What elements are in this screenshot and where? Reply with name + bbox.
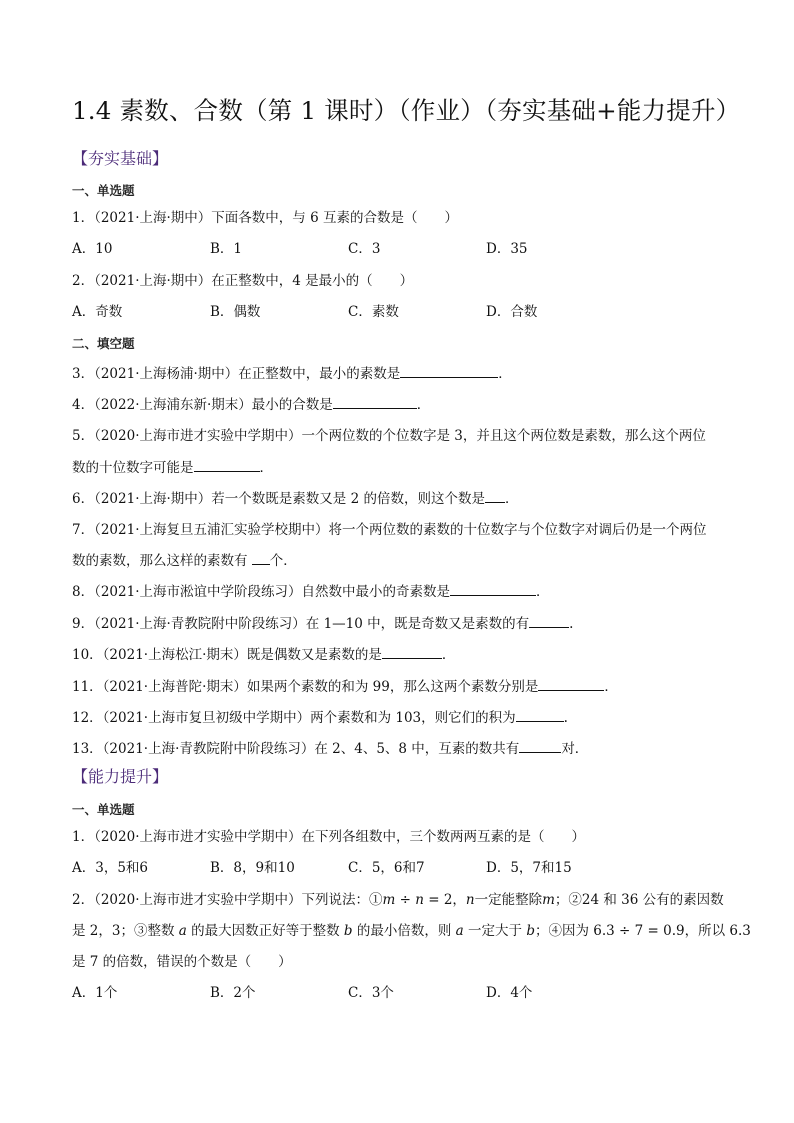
q2-text: 2．（2020·上海市进才实验中学期中）下列说法：① bbox=[72, 892, 383, 908]
math-var: b bbox=[526, 923, 535, 939]
advanced-question-2-line1 bbox=[72, 888, 724, 908]
fill-text-end: ． bbox=[416, 397, 431, 413]
fill-text-end: ． bbox=[498, 366, 512, 382]
basic-q2-option-c: C．素数 bbox=[348, 304, 399, 320]
fill-text-end: ． bbox=[259, 460, 273, 476]
fill-text: 数的素数，那么这样的素数有 bbox=[72, 553, 252, 569]
q2-text: 的最大因数正好等于整数 bbox=[186, 923, 344, 939]
fill-text-end: . bbox=[563, 710, 568, 726]
q2-text: ；②24 和 36 公有的素因数 bbox=[554, 892, 724, 908]
math-var: a bbox=[455, 923, 464, 939]
basic-question-2: 2．（2021·上海·期中）在正整数中，4 是最小的（ ） bbox=[72, 273, 414, 289]
fill-question-5 bbox=[72, 424, 706, 444]
fill-text-end: ． bbox=[536, 584, 550, 600]
fill-text: 13．（2021·上海·青教院附中阶段练习）在 2、4、5、8 中，互素的数共有 bbox=[72, 741, 520, 757]
advanced-q2-option-d: D．4个 bbox=[486, 985, 533, 1001]
fill-question-3 bbox=[72, 362, 512, 382]
fill-text-end: 对． bbox=[561, 741, 589, 757]
answer-blank[interactable] bbox=[194, 457, 260, 472]
answer-blank[interactable] bbox=[538, 676, 604, 691]
advanced-q1-option-c: C．5，6和7 bbox=[348, 860, 425, 876]
basic-q1-option-a: A．10 bbox=[72, 241, 113, 257]
fill-question-10 bbox=[72, 643, 455, 663]
math-var: n bbox=[415, 892, 424, 908]
fill-text: 9．（2021·上海·青教院附中阶段练习）在 1—10 中，既是奇数又是素数的有 bbox=[72, 616, 530, 632]
page-title: 1.4 素数、合数（第 1 课时）（作业）（夯实基础+能力提升） bbox=[72, 96, 741, 125]
fill-question-5-cont bbox=[72, 456, 273, 476]
section-advanced: 【能力提升】 bbox=[72, 767, 169, 786]
q2-text: ， bbox=[452, 892, 466, 908]
advanced-q1-option-d: D．5，7和15 bbox=[486, 860, 572, 876]
fill-text-end: ． bbox=[441, 647, 456, 663]
math-op: ÷ bbox=[395, 892, 416, 908]
math-op: = 2 bbox=[423, 892, 453, 908]
basic-q1-option-c: C．3 bbox=[348, 241, 381, 257]
math-var: a bbox=[178, 923, 187, 939]
q2-text: 的最小倍数，则 bbox=[352, 923, 456, 939]
answer-blank[interactable] bbox=[252, 550, 270, 565]
basic-heading-fill-blank: 二、填空题 bbox=[72, 336, 135, 351]
fill-question-8 bbox=[72, 580, 550, 600]
basic-question-1: 1．（2021·上海·期中）下面各数中，与 6 互素的合数是（ ） bbox=[72, 210, 458, 226]
basic-q2-option-b: B．偶数 bbox=[210, 304, 261, 320]
fill-question-7-cont bbox=[72, 549, 297, 569]
fill-question-11 bbox=[72, 675, 618, 695]
math-var: m bbox=[382, 892, 396, 908]
advanced-q2-option-c: C．3个 bbox=[348, 985, 394, 1001]
fill-text: 数的十位数字可能是 bbox=[72, 460, 194, 476]
basic-q2-option-d: D．合数 bbox=[486, 304, 538, 320]
section-basic: 【夯实基础】 bbox=[72, 149, 169, 168]
q2-text: 是 2，3；③整数 bbox=[72, 923, 179, 939]
basic-heading-single-choice: 一、单选题 bbox=[72, 183, 135, 198]
fill-text: 5．（2020·上海市进才实验中学期中）一个两位数的个位数字是 3，并且这个两位数是素数，那么这个两位 bbox=[72, 428, 706, 444]
fill-question-12 bbox=[72, 706, 568, 726]
basic-q2-option-a: A．奇数 bbox=[72, 304, 123, 320]
fill-text: 6．（2021·上海·期中）若一个数既是素数又是 2 的倍数，则这个数是 bbox=[72, 491, 485, 507]
answer-blank[interactable] bbox=[450, 581, 536, 596]
fill-question-7 bbox=[72, 518, 707, 538]
basic-q1-option-d: D．35 bbox=[486, 241, 528, 257]
basic-q1-option-b: B．1 bbox=[210, 241, 243, 257]
fill-text-end: ． bbox=[504, 491, 519, 507]
advanced-q1-option-b: B．8，9和10 bbox=[210, 860, 295, 876]
advanced-q2-option-a: A．1个 bbox=[72, 985, 118, 1001]
fill-text-end: 个． bbox=[269, 553, 297, 569]
answer-blank[interactable] bbox=[400, 363, 498, 378]
answer-blank[interactable] bbox=[382, 644, 442, 659]
fill-text-end: ． bbox=[604, 679, 618, 695]
math-var: m bbox=[542, 892, 555, 908]
advanced-q1-option-a: A．3，5和6 bbox=[72, 860, 149, 876]
answer-blank[interactable] bbox=[485, 488, 505, 503]
math-var: b bbox=[343, 923, 353, 939]
fill-question-9 bbox=[72, 612, 573, 632]
advanced-heading-single-choice: 一、单选题 bbox=[72, 802, 135, 817]
answer-blank[interactable] bbox=[333, 394, 417, 409]
answer-blank[interactable] bbox=[519, 738, 561, 753]
fill-text: 3．（2021·上海杨浦·期中）在正整数中，最小的素数是 bbox=[72, 366, 401, 382]
fill-question-6 bbox=[72, 487, 518, 507]
fill-text: 10．（2021·上海松江·期末）既是偶数又是素数的是 bbox=[72, 647, 382, 663]
fill-text-end: . bbox=[569, 616, 574, 632]
advanced-question-2-line2 bbox=[72, 919, 751, 939]
math-var: n bbox=[465, 892, 475, 908]
advanced-q2-option-b: B．2个 bbox=[210, 985, 256, 1001]
fill-question-4 bbox=[72, 393, 430, 413]
advanced-question-2-line3: 是 7 的倍数，错误的个数是（ ） bbox=[72, 954, 292, 970]
fill-text: 11．（2021·上海普陀·期末）如果两个素数的和为 99，那么这两个素数分别是 bbox=[72, 679, 539, 695]
fill-text: 8．（2021·上海市淞谊中学阶段练习）自然数中最小的奇素数是 bbox=[72, 584, 450, 600]
fill-text: 12．（2021·上海市复旦初级中学期中）两个素数和为 103，则它们的积为 bbox=[72, 710, 516, 726]
q2-text: ；④因为 6.3 ÷ 7 = 0.9，所以 6.3 bbox=[534, 923, 751, 939]
q2-text: 一定大于 bbox=[463, 923, 527, 939]
fill-question-13 bbox=[72, 737, 588, 757]
answer-blank[interactable] bbox=[529, 613, 569, 628]
advanced-question-1: 1．（2020·上海市进才实验中学期中）在下列各组数中，三个数两两互素的是（ ） bbox=[72, 829, 585, 845]
answer-blank[interactable] bbox=[516, 707, 564, 722]
fill-text: 7．（2021·上海复旦五浦汇实验学校期中）将一个两位数的素数的十位数字与个位数字对调后仍是一个两位 bbox=[72, 522, 707, 538]
fill-text: 4．（2022·上海浦东新·期末）最小的合数是 bbox=[72, 397, 333, 413]
q2-text: 一定能整除 bbox=[474, 892, 543, 908]
